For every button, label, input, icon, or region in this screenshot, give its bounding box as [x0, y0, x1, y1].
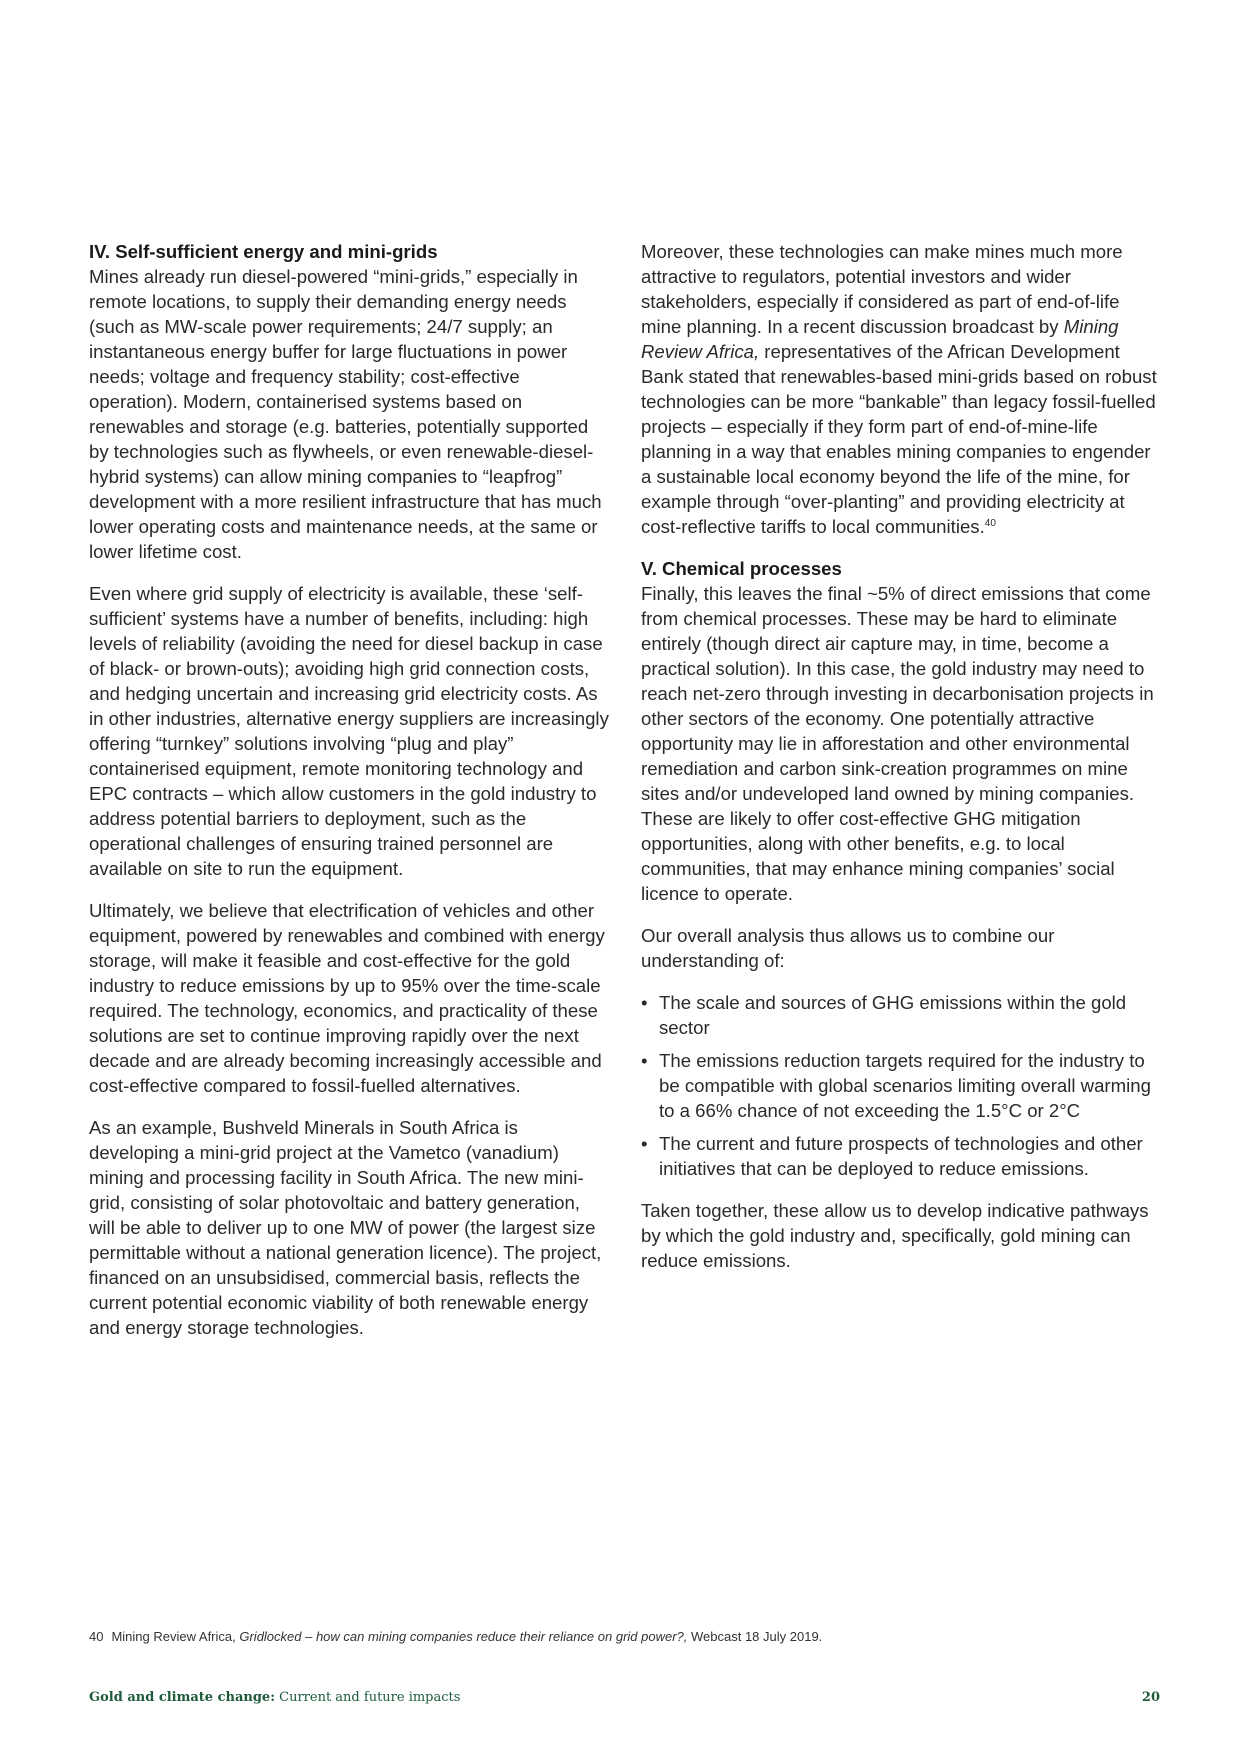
bullet-icon: • [641, 992, 648, 1013]
right-column [641, 239, 1161, 1290]
paragraph: Mines already run diesel-powered “mini-grids,” especially in remote locations, to supply their demanding energy needs (such as MW-scale power requirements; 24/7 supply; an instantaneous energy buffer for large fluctuations in power needs; voltage and frequency stability; cost-effective operation). Modern, containerised systems based on renewables and storage (e.g. batteries, potentially supported by technologies such as flywheels, or even renewable-diesel-hybrid systems) can allow mining companies to “leapfrog” development with a more resilient infrastructure that has much lower operating costs and maintenance needs, at the same or lower lifetime cost. [89, 266, 602, 562]
paragraph: Our overall analysis thus allows us to combine our understanding of: [641, 925, 1055, 971]
page-footer [89, 1690, 1160, 1705]
paragraph: Taken together, these allow us to develop indicative pathways by which the gold industry and, specifically, gold mining can reduce emissions. [641, 1200, 1149, 1271]
footnote-number: 40 [89, 1629, 104, 1644]
publication-name: Mining Review Africa, [641, 316, 1119, 362]
publication-title: Gold and climate change: [89, 1690, 275, 1705]
footnote-detail: Webcast 18 July 2019. [687, 1629, 823, 1644]
text-run: Moreover, these technologies can make mines much more attractive to regulators, potential investors and wider stakeholders, especially if considered as part of end-of-life mine planning. In a recent discussion broadcast by [641, 241, 1123, 337]
list-item [641, 990, 1161, 1040]
footnote-reference[interactable]: 40 [984, 518, 996, 529]
paragraph: Even where grid supply of electricity is available, these ‘self-sufficient’ systems have a number of benefits, including: high levels of reliability (avoiding the need for diesel backup in case of black- or brown-outs); avoiding high grid connection costs, and hedging uncertain and increasing grid electricity costs. As in other industries, alternative energy suppliers are increasingly offering “turnkey” solutions involving “plug and play” containerised equipment, remote monitoring technology and EPC contracts – which allow customers in the gold industry to address potential barriers to deployment, such as the operational challenges of ensuring trained personnel are available on site to run the equipment. [89, 583, 609, 879]
list-item [641, 1048, 1161, 1123]
footnote-source: Mining Review Africa, [111, 1629, 240, 1644]
bullet-icon: • [641, 1050, 648, 1071]
paragraph: As an example, Bushveld Minerals in South Africa is developing a mini-grid project at the Vametco (vanadium) mining and processing facility in South Africa. The new mini-grid, consisting of solar photovoltaic and battery generation, will be able to deliver up to one MW of power (the largest size permittable without a national generation licence). The project, financed on an unsubsidised, commercial basis, reflects the current potential economic viability of both renewable energy and energy storage technologies. [89, 1117, 602, 1338]
page-number: 20 [1141, 1690, 1160, 1705]
list-item-text: The current and future prospects of technologies and other initiatives that can be deployed to reduce emissions. [659, 1133, 1143, 1179]
bullet-list [641, 990, 1161, 1181]
list-item-text: The scale and sources of GHG emissions within the gold sector [659, 992, 1127, 1038]
paragraph [641, 239, 1161, 539]
footnote-title: Gridlocked – how can mining companies reduce their reliance on grid power?, [239, 1629, 688, 1644]
bullet-icon: • [641, 1133, 648, 1154]
footnote [89, 1628, 822, 1646]
publication-subtitle: Current and future impacts [275, 1690, 461, 1705]
section-heading-v: V. Chemical processes [641, 558, 842, 579]
paragraph: Finally, this leaves the final ~5% of direct emissions that come from chemical processes. These may be hard to eliminate entirely (though direct air capture may, in time, become a practical solution). In this case, the gold industry may need to reach net-zero through investing in decarbonisation projects in other sectors of the economy. One potentially attractive opportunity may lie in afforestation and other environmental remediation and carbon sink-creation programmes on mine sites and/or undeveloped land owned by mining companies. These are likely to offer cost-effective GHG mitigation opportunities, along with other benefits, e.g. to local communities, that may enhance mining companies’ social licence to operate. [641, 583, 1154, 904]
section-heading-iv: IV. Self-sufficient energy and mini-grids [89, 241, 438, 262]
text-run: representatives of the African Development Bank stated that renewables-based mini-grids based on robust technologies can be more “bankable” than legacy fossil-fuelled projects – especially if they form part of end-of-mine-life planning in a way that enables mining companies to engender a sustainable local economy beyond the life of the mine, for example through “over-planting” and providing electricity at cost-reflective tariffs to local communities. [641, 341, 1157, 537]
paragraph: Ultimately, we believe that electrification of vehicles and other equipment, powered by renewables and combined with energy storage, will make it feasible and cost-effective for the gold industry to reduce emissions by up to 95% over the time-scale required. The technology, economics, and practicality of these solutions are set to continue improving rapidly over the next decade and are already becoming increasingly accessible and cost-effective compared to fossil-fuelled alternatives. [89, 900, 605, 1096]
list-item-text: The emissions reduction targets required for the industry to be compatible with global scenarios limiting overall warming to a 66% chance of not exceeding the 1.5°C or 2°C [659, 1050, 1151, 1121]
left-column [89, 239, 609, 1357]
list-item [641, 1131, 1161, 1181]
